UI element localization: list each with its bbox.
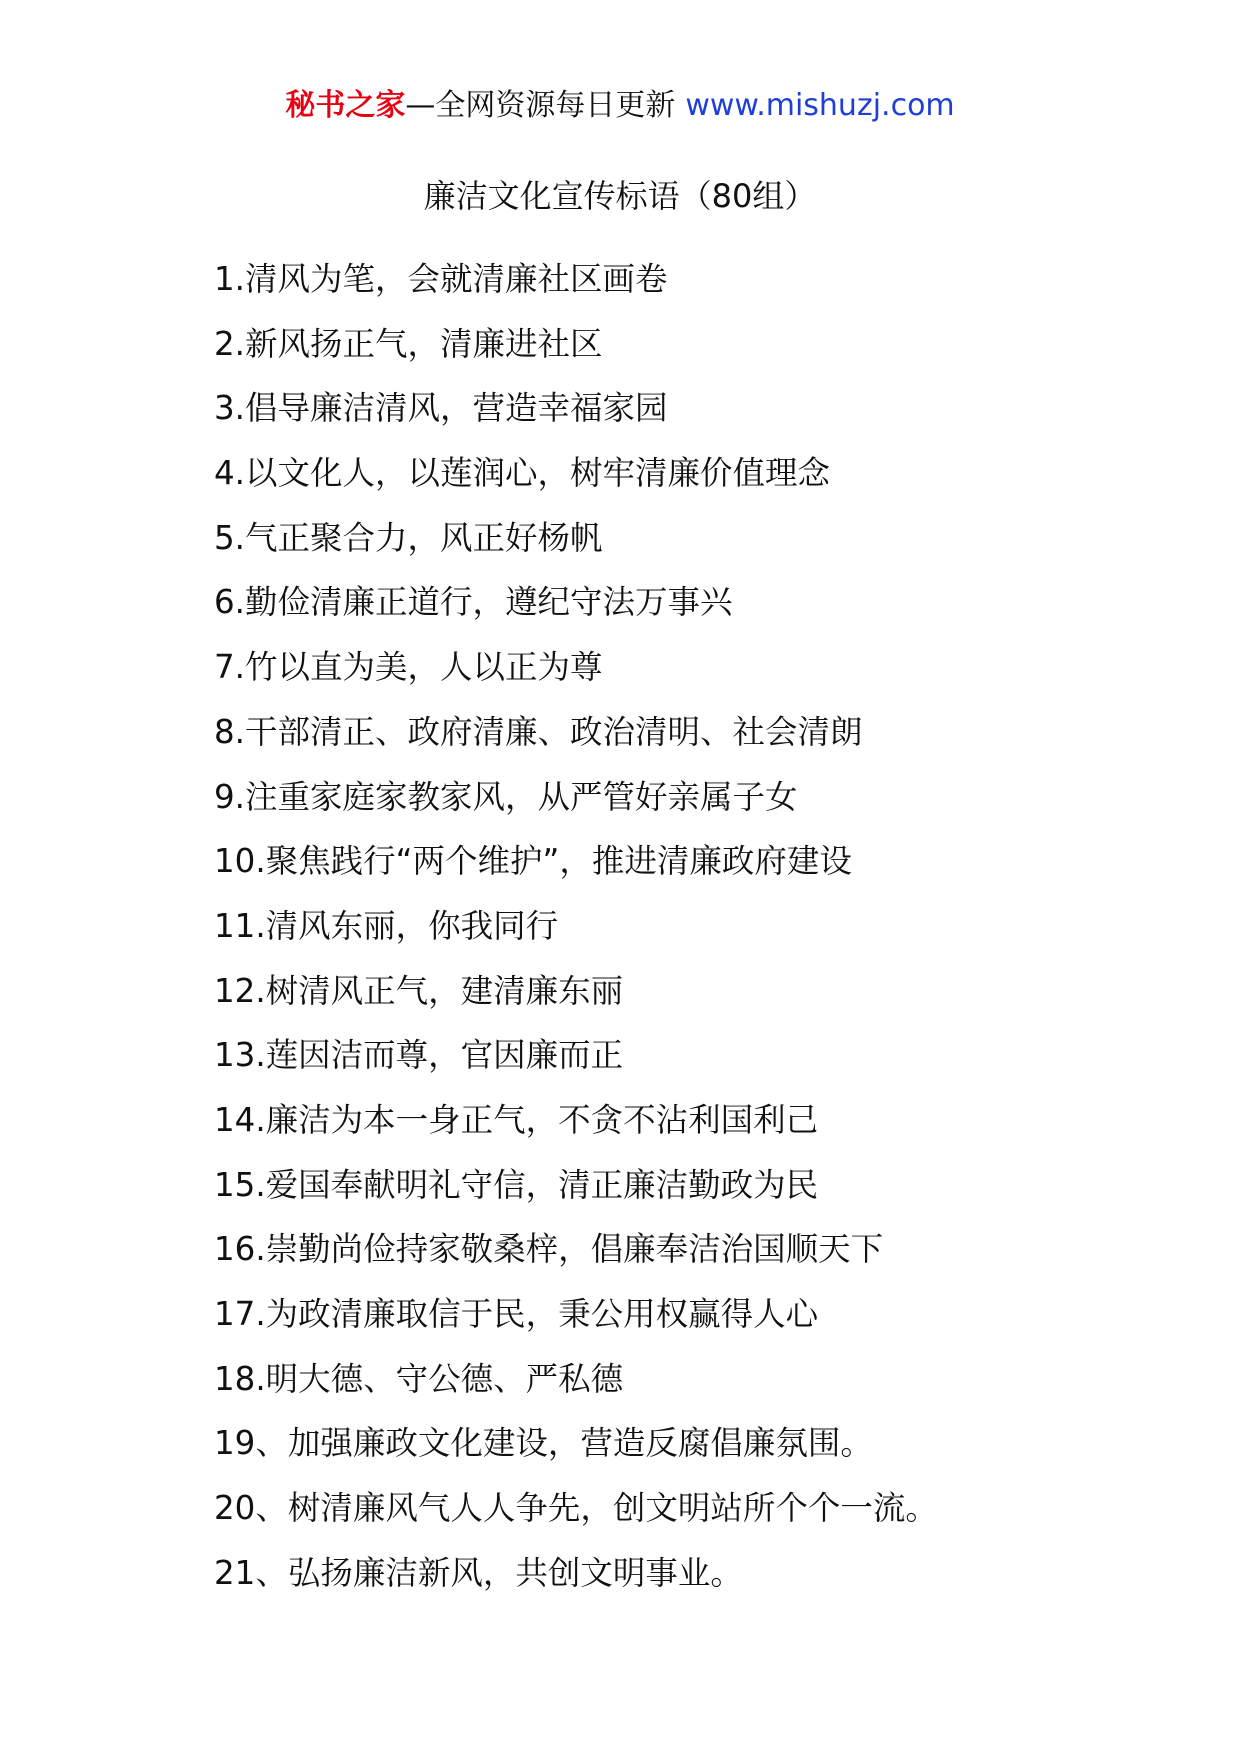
slogan-item: 10.聚焦践行“两个维护”，推进清廉政府建设 — [214, 842, 852, 881]
slogan-item: 5.气正聚合力，风正好杨帆 — [214, 518, 603, 557]
slogan-item: 11.清风东丽，你我同行 — [214, 906, 559, 945]
slogan-item: 14.廉洁为本一身正气，不贪不沾利国利己 — [214, 1100, 819, 1139]
slogan-item: 8.干部清正、政府清廉、政治清明、社会清朗 — [214, 712, 863, 751]
slogan-item: 2.新风扬正气，清廉进社区 — [214, 324, 603, 363]
slogan-item: 1.清风为笔，会就清廉社区画卷 — [214, 260, 668, 298]
slogan-item: 12.树清风正气，建清廉东丽 — [214, 971, 624, 1010]
slogan-item: 20、树清廉风气人人争先，创文明站所个个一流。 — [214, 1489, 938, 1528]
slogan-item: 18.明大德、守公德、严私德 — [214, 1359, 624, 1398]
brand-name: 秘书之家 — [285, 88, 406, 123]
document-title: 廉洁文化宣传标语（80组） — [423, 177, 817, 215]
slogan-item: 15.爱国奉献明礼守信，清正廉洁勤政为民 — [214, 1165, 819, 1204]
slogan-item: 13.莲因洁而尊，官因廉而正 — [214, 1036, 624, 1075]
slogan-item: 7.竹以直为美，人以正为尊 — [214, 648, 603, 687]
site-header — [0, 86, 1240, 126]
slogan-list — [214, 247, 1214, 1605]
site-url-link[interactable]: www.mishuzj.com — [685, 88, 955, 123]
slogan-item: 19、加强廉政文化建设，营造反腐倡廉氛围。 — [214, 1424, 873, 1463]
slogan-item: 4.以文化人，以莲润心，树牢清廉价值理念 — [214, 454, 831, 493]
slogan-item: 6.勤俭清廉正道行，遵纪守法万事兴 — [214, 583, 733, 622]
slogan-item: 16.崇勤尚俭持家敬桑梓，倡廉奉洁治国顺天下 — [214, 1230, 884, 1269]
slogan-item: 21、弘扬廉洁新风，共创文明事业。 — [214, 1553, 743, 1592]
slogan-item: 9.注重家庭家教家风，从严管好亲属子女 — [214, 777, 798, 816]
header-tagline: —全网资源每日更新 — [405, 88, 676, 123]
slogan-item: 17.为政清廉取信于民，秉公用权赢得人心 — [214, 1295, 819, 1333]
slogan-item: 3.倡导廉洁清风，营造幸福家园 — [214, 389, 668, 428]
